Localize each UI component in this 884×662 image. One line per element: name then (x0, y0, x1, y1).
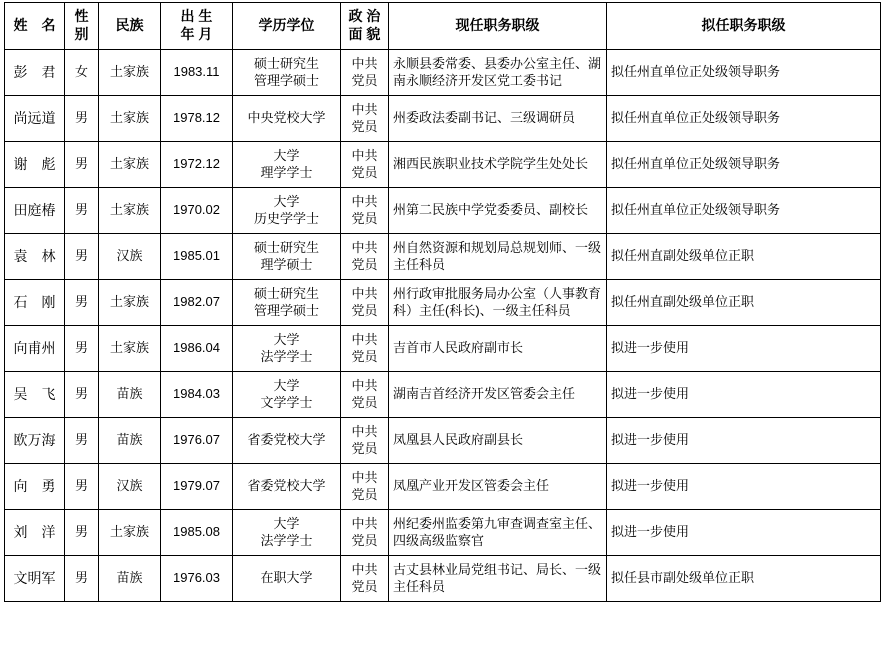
cell-education-line1: 省委党校大学 (247, 478, 326, 494)
cell-name: 袁 林 (5, 234, 65, 280)
cell-education-line2: 管理学硕士 (253, 72, 319, 88)
cell-politics-line1: 中共 (351, 239, 378, 255)
cell-ethnicity: 汉族 (99, 464, 161, 510)
cell-birth: 1976.03 (161, 556, 233, 602)
cell-current-position: 凤凰县人民政府副县长 (389, 418, 607, 464)
cell-education-line2: 法学学士 (260, 348, 313, 364)
column-header-sex-line2: 别 (74, 26, 89, 42)
cell-politics-line1: 中共 (351, 377, 378, 393)
cell-education (233, 464, 341, 510)
header-row (5, 3, 881, 50)
cell-politics-line2: 党员 (351, 440, 378, 456)
cell-ethnicity: 土家族 (99, 326, 161, 372)
cell-name: 向 勇 (5, 464, 65, 510)
cell-ethnicity: 苗族 (99, 372, 161, 418)
cell-current-position: 湘西民族职业技术学院学生处处长 (389, 142, 607, 188)
cell-education-line2: 历史学学士 (253, 210, 319, 226)
cell-education (233, 372, 341, 418)
cell-current-position: 州自然资源和规划局总规划师、一级主任科员 (389, 234, 607, 280)
column-header-sex (65, 3, 99, 50)
cell-name: 尚远道 (5, 96, 65, 142)
cell-politics-line1: 中共 (351, 423, 378, 439)
table-row (5, 188, 881, 234)
column-header-birth (161, 3, 233, 50)
cell-education-line2: 理学硕士 (260, 256, 313, 272)
cell-sex: 男 (65, 418, 99, 464)
cell-birth: 1983.11 (161, 50, 233, 96)
cell-ethnicity: 土家族 (99, 510, 161, 556)
cell-education-line1: 在职大学 (260, 570, 313, 586)
cell-education-line1: 硕士研究生 (253, 239, 319, 255)
cell-current-position: 湖南吉首经济开发区管委会主任 (389, 372, 607, 418)
cell-politics-line2: 党员 (351, 118, 378, 134)
cell-current-position: 州行政审批服务局办公室（人事教育科）主任(科长)、一级主任科员 (389, 280, 607, 326)
cell-politics (341, 96, 389, 142)
cell-politics-line1: 中共 (351, 101, 378, 117)
table-row (5, 510, 881, 556)
cell-politics (341, 234, 389, 280)
cell-birth: 1978.12 (161, 96, 233, 142)
cell-birth: 1985.08 (161, 510, 233, 556)
cell-politics-line2: 党员 (351, 72, 378, 88)
cell-sex: 男 (65, 96, 99, 142)
cell-ethnicity: 土家族 (99, 96, 161, 142)
cell-sex: 男 (65, 372, 99, 418)
table-row (5, 464, 881, 510)
table-row (5, 50, 881, 96)
cell-politics (341, 50, 389, 96)
table-row (5, 96, 881, 142)
cell-politics-line1: 中共 (351, 515, 378, 531)
cell-politics-line1: 中共 (351, 193, 378, 209)
column-header-politics-line1: 政 治 (348, 8, 381, 25)
cell-proposed-position: 拟任县市副处级单位正职 (607, 556, 881, 602)
cell-politics-line2: 党员 (351, 348, 378, 364)
cell-politics-line1: 中共 (351, 147, 378, 163)
column-header-politics (341, 3, 389, 50)
cell-proposed-position: 拟任州直副处级单位正职 (607, 234, 881, 280)
cell-education-line1: 大学 (273, 377, 300, 393)
cell-proposed-position: 拟进一步使用 (607, 418, 881, 464)
cell-politics-line2: 党员 (351, 486, 378, 502)
cell-ethnicity: 土家族 (99, 188, 161, 234)
cell-politics (341, 510, 389, 556)
cell-politics-line2: 党员 (351, 578, 378, 594)
cell-birth: 1970.02 (161, 188, 233, 234)
column-header-ethnicity: 民族 (99, 3, 161, 50)
cell-education-line1: 中央党校大学 (247, 110, 326, 126)
cell-politics-line1: 中共 (351, 331, 378, 347)
cell-politics (341, 556, 389, 602)
table-row (5, 280, 881, 326)
cell-education (233, 280, 341, 326)
cell-education-line1: 硕士研究生 (253, 285, 319, 301)
cell-sex: 男 (65, 510, 99, 556)
table-body (5, 50, 881, 602)
table-header (5, 3, 881, 50)
column-header-birth-line2: 年 月 (180, 26, 213, 42)
cell-education-line1: 大学 (273, 331, 300, 347)
cell-current-position: 州第二民族中学党委委员、副校长 (389, 188, 607, 234)
cell-name: 彭 君 (5, 50, 65, 96)
cell-proposed-position: 拟进一步使用 (607, 326, 881, 372)
cell-birth: 1985.01 (161, 234, 233, 280)
table-row (5, 234, 881, 280)
cell-education (233, 50, 341, 96)
cell-education-line2: 管理学硕士 (253, 302, 319, 318)
cell-politics (341, 188, 389, 234)
cell-name: 吴 飞 (5, 372, 65, 418)
cell-politics (341, 372, 389, 418)
cell-birth: 1972.12 (161, 142, 233, 188)
cell-name: 向甫州 (5, 326, 65, 372)
column-header-proposed-position: 拟任职务职级 (607, 3, 881, 50)
cell-birth: 1984.03 (161, 372, 233, 418)
cell-education-line1: 省委党校大学 (247, 432, 326, 448)
cell-name: 田庭椿 (5, 188, 65, 234)
cell-education (233, 234, 341, 280)
column-header-education: 学历学位 (233, 3, 341, 50)
table-row (5, 142, 881, 188)
cell-proposed-position: 拟任州直副处级单位正职 (607, 280, 881, 326)
cell-education (233, 418, 341, 464)
cell-birth: 1979.07 (161, 464, 233, 510)
cell-current-position: 州纪委州监委第九审查调查室主任、四级高级监察官 (389, 510, 607, 556)
cell-politics-line1: 中共 (351, 469, 378, 485)
cell-education-line2: 理学学士 (260, 164, 313, 180)
cell-politics-line2: 党员 (351, 256, 378, 272)
table-row (5, 372, 881, 418)
cell-education (233, 188, 341, 234)
cell-proposed-position: 拟任州直单位正处级领导职务 (607, 142, 881, 188)
table-row (5, 326, 881, 372)
cell-sex: 男 (65, 280, 99, 326)
cell-politics-line2: 党员 (351, 210, 378, 226)
table-row (5, 556, 881, 602)
cell-current-position: 凤凰产业开发区管委会主任 (389, 464, 607, 510)
cell-politics (341, 418, 389, 464)
cell-current-position: 永顺县委常委、县委办公室主任、湖南永顺经济开发区党工委书记 (389, 50, 607, 96)
cell-sex: 男 (65, 188, 99, 234)
cell-sex: 男 (65, 234, 99, 280)
cell-current-position: 吉首市人民政府副市长 (389, 326, 607, 372)
cell-current-position: 古丈县林业局党组书记、局长、一级主任科员 (389, 556, 607, 602)
cell-education (233, 556, 341, 602)
cell-ethnicity: 汉族 (99, 234, 161, 280)
cell-birth: 1986.04 (161, 326, 233, 372)
cell-politics-line2: 党员 (351, 164, 378, 180)
cell-politics-line1: 中共 (351, 561, 378, 577)
cell-politics-line2: 党员 (351, 302, 378, 318)
cell-education-line1: 大学 (273, 515, 300, 531)
cell-sex: 男 (65, 464, 99, 510)
cell-name: 文明军 (5, 556, 65, 602)
cadre-appointment-table (4, 2, 881, 602)
cell-politics (341, 142, 389, 188)
column-header-current-position: 现任职务职级 (389, 3, 607, 50)
cell-ethnicity: 苗族 (99, 556, 161, 602)
cell-education (233, 142, 341, 188)
cell-education-line2: 法学学士 (260, 532, 313, 548)
cell-sex: 男 (65, 142, 99, 188)
cell-education-line1: 硕士研究生 (253, 55, 319, 71)
cell-name: 谢 彪 (5, 142, 65, 188)
cell-education (233, 510, 341, 556)
cell-sex: 男 (65, 556, 99, 602)
cell-sex: 男 (65, 326, 99, 372)
cell-politics (341, 280, 389, 326)
cell-proposed-position: 拟进一步使用 (607, 464, 881, 510)
cell-name: 刘 洋 (5, 510, 65, 556)
cell-proposed-position: 拟进一步使用 (607, 510, 881, 556)
cell-education-line2: 文学学士 (260, 394, 313, 410)
cell-sex: 女 (65, 50, 99, 96)
cell-name: 石 刚 (5, 280, 65, 326)
cell-education (233, 96, 341, 142)
column-header-birth-line1: 出 生 (180, 8, 213, 25)
cell-current-position: 州委政法委副书记、三级调研员 (389, 96, 607, 142)
cell-politics-line2: 党员 (351, 532, 378, 548)
cell-politics-line1: 中共 (351, 285, 378, 301)
table-row (5, 418, 881, 464)
cell-politics (341, 326, 389, 372)
cell-ethnicity: 苗族 (99, 418, 161, 464)
cell-politics (341, 464, 389, 510)
cell-ethnicity: 土家族 (99, 280, 161, 326)
cell-proposed-position: 拟任州直单位正处级领导职务 (607, 50, 881, 96)
cell-politics-line2: 党员 (351, 394, 378, 410)
cell-education-line1: 大学 (273, 193, 300, 209)
cell-education (233, 326, 341, 372)
column-header-politics-line2: 面 貌 (348, 26, 381, 42)
cell-ethnicity: 土家族 (99, 50, 161, 96)
cell-birth: 1976.07 (161, 418, 233, 464)
cell-proposed-position: 拟进一步使用 (607, 372, 881, 418)
column-header-name: 姓 名 (5, 3, 65, 50)
cell-birth: 1982.07 (161, 280, 233, 326)
column-header-sex-line1: 性 (74, 8, 89, 25)
cell-proposed-position: 拟任州直单位正处级领导职务 (607, 188, 881, 234)
cell-name: 欧万海 (5, 418, 65, 464)
cell-ethnicity: 土家族 (99, 142, 161, 188)
cell-education-line1: 大学 (273, 147, 300, 163)
cell-proposed-position: 拟任州直单位正处级领导职务 (607, 96, 881, 142)
cell-politics-line1: 中共 (351, 55, 378, 71)
